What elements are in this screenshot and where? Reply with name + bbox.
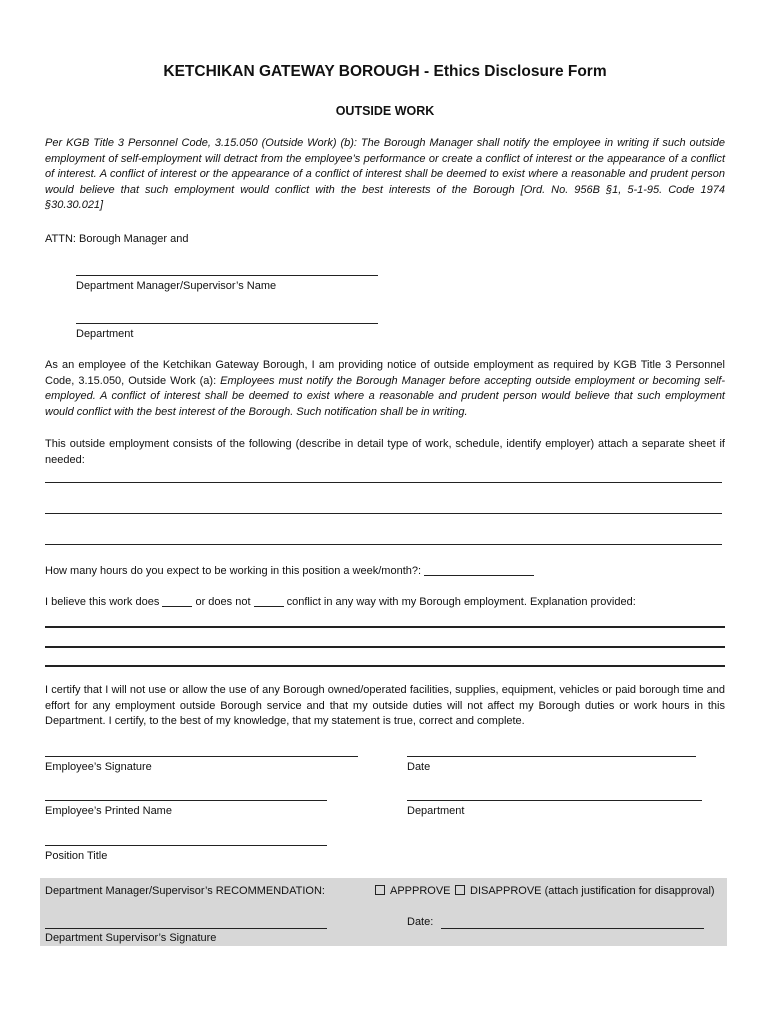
recommendation-label: Department Manager/Supervisor’s RECOMMENDATION:: [45, 885, 325, 897]
explanation-line-2[interactable]: [45, 646, 725, 648]
employee-signature-label: Employee’s Signature: [45, 761, 152, 773]
description-line-1[interactable]: [45, 482, 722, 483]
dept-supervisor-signature-label: Department Supervisor’s Signature: [45, 932, 217, 944]
form-title: KETCHIKAN GATEWAY BOROUGH - Ethics Disclosure Form: [163, 63, 607, 80]
department-label: Department: [76, 328, 134, 340]
approve-checkbox[interactable]: [375, 885, 385, 895]
notice-italic-text: Employees must notify the Borough Manager before accepting outside employment or becoming self-employed. A conflict of interest shall be deemed to exist where a reasonable and prudent person would believe that such employment would conflict with the best interest of the Borough. Such notification shall be in writing.: [45, 374, 725, 418]
dept-manager-name-field[interactable]: [76, 275, 378, 276]
description-line-2[interactable]: [45, 513, 722, 514]
department-right-field[interactable]: [407, 800, 702, 801]
does-conflict-field[interactable]: [162, 606, 192, 607]
explanation-line-3[interactable]: [45, 665, 725, 667]
employee-signature-field[interactable]: [45, 756, 358, 757]
conflict-text-2: or does not: [195, 596, 251, 608]
hours-field[interactable]: [424, 575, 534, 576]
disapprove-label: DISAPPROVE (attach justification for disapproval): [470, 885, 715, 897]
describe-paragraph: This outside employment consists of the following (describe in detail type of work, schedule, identify employer) attach a separate sheet if needed:: [45, 438, 725, 466]
disapprove-checkbox[interactable]: [455, 885, 465, 895]
form-subtitle: OUTSIDE WORK: [335, 104, 435, 118]
approve-option[interactable]: [375, 884, 451, 900]
employee-printed-name-label: Employee’s Printed Name: [45, 805, 172, 817]
date-label: Date: [407, 761, 431, 773]
explanation-line-1[interactable]: [45, 626, 725, 628]
intro-paragraph: Per KGB Title 3 Personnel Code, 3.15.050 (Outside Work) (b): The Borough Manager shall notify the employee in writing if such outside employment of self-employment will detract from the employee’s performance or create a conflict of interest or the appearance of a conflict of interest. A conflict of interest or the appearance of a conflict of interest shall be deemed to exist where a reasonable and prudent person would believe that such employment would conflict with the best interests of the Borough [Ord. No. 956B §1, 5-1-95. Code 1974 §30.30.021]: [45, 137, 725, 211]
dept-supervisor-signature-field[interactable]: [45, 928, 327, 929]
description-line-3[interactable]: [45, 544, 722, 545]
notice-paragraph: [45, 358, 725, 420]
conflict-text-1: I believe this work does: [45, 596, 160, 608]
attn-line: ATTN: Borough Manager and: [45, 233, 189, 245]
approve-label: APPPROVE: [390, 885, 451, 897]
employee-printed-name-field[interactable]: [45, 800, 327, 801]
disapprove-option[interactable]: [455, 884, 715, 900]
supervisor-date-field[interactable]: [441, 928, 704, 929]
hours-question: How many hours do you expect to be working in this position a week/month?:: [45, 565, 422, 577]
conflict-text-3: conflict in any way with my Borough employment. Explanation provided:: [286, 596, 636, 608]
position-title-field[interactable]: [45, 845, 327, 846]
does-not-conflict-field[interactable]: [254, 606, 284, 607]
department-right-label: Department: [407, 805, 465, 817]
notice-plain-text: As an employee of the Ketchikan Gateway Borough, I am providing notice of outside employment as required by KGB Title 3 Personnel Code, 3.15.050, Outside Work (a):: [45, 359, 725, 387]
conflict-row: [45, 595, 636, 611]
hours-row: [45, 564, 534, 580]
dept-manager-name-label: Department Manager/Supervisor’s Name: [76, 280, 277, 292]
position-title-label: Position Title: [45, 850, 108, 862]
department-field[interactable]: [76, 323, 378, 324]
supervisor-date-label: Date:: [407, 916, 434, 928]
certify-paragraph: I certify that I will not use or allow the use of any Borough owned/operated facilities, supplies, equipment, vehicles or paid borough time and effort for any employment outside Borough service and that my outside duties will not affect my Borough duties or work hours in this Department. I certify, to the best of my knowledge, that my statement is true, correct and complete.: [45, 684, 725, 727]
date-field[interactable]: [407, 756, 696, 757]
